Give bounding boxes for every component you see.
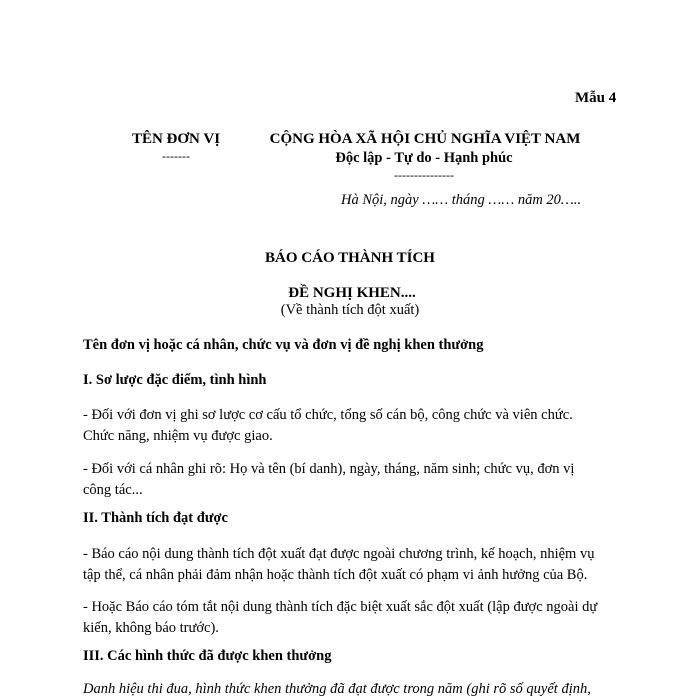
section2-heading: II. Thành tích đạt được <box>83 510 228 526</box>
section1-para2 <box>83 459 574 501</box>
section2-para2-line2: kiến, không báo trước). <box>83 620 219 636</box>
section2-para1-line1: - Báo cáo nội dung thành tích đột xuất đạt được ngoài chương trình, kế hoạch, nhiệm vụ <box>83 546 595 562</box>
section1-para2-line2: công tác... <box>83 482 143 498</box>
section2-para1 <box>83 544 594 586</box>
document-title: BÁO CÁO THÀNH TÍCH <box>265 250 435 266</box>
subtitle-note: (Về thành tích đột xuất) <box>280 302 420 318</box>
section3-para1-line1: Danh hiệu thi đua, hình thức khen thưởng đã đạt được trong năm (ghi rõ số quyết định, <box>83 681 591 697</box>
section2-para1-line2: tập thể, cá nhân phải đảm nhận hoặc thành tích đột xuất có phạm vi ảnh hưởng của Bộ. <box>83 567 588 583</box>
section1-para1-line1: - Đối với đơn vị ghi sơ lược cơ cấu tổ chức, tổng số cán bộ, công chức và viên chức. <box>83 407 573 423</box>
document-subtitle: ĐỀ NGHỊ KHEN.... <box>288 285 416 301</box>
unit-name: TÊN ĐƠN VỊ <box>131 131 221 147</box>
unit-dashes: ------- <box>162 149 190 163</box>
section3-heading: III. Các hình thức đã được khen thưởng <box>83 648 332 664</box>
motto-dashes: --------------- <box>394 168 454 182</box>
country-name: CỘNG HÒA XÃ HỘI CHỦ NGHĨA VIỆT NAM <box>269 131 581 147</box>
section1-para1-line2: Chức năng, nhiệm vụ được giao. <box>83 428 273 444</box>
section2-para2-line1: - Hoặc Báo cáo tóm tắt nội dung thành tích đặc biệt xuất sắc đột xuất (lập được ngoài dự <box>83 599 598 615</box>
section2-para2 <box>83 597 597 639</box>
section1-heading: I. Sơ lược đặc điểm, tình hình <box>83 372 267 388</box>
national-motto: Độc lập - Tự do - Hạnh phúc <box>335 150 513 166</box>
section1-para1 <box>83 405 573 447</box>
section1-para2-line1: - Đối với cá nhân ghi rõ: Họ và tên (bí danh), ngày, tháng, năm sinh; chức vụ, đơn vị <box>83 461 575 477</box>
intro-line: Tên đơn vị hoặc cá nhân, chức vụ và đơn vị đề nghị khen thưởng <box>83 337 484 353</box>
place-date: Hà Nội, ngày …… tháng …… năm 20….. <box>341 192 582 208</box>
form-number: Mẫu 4 <box>575 90 617 106</box>
